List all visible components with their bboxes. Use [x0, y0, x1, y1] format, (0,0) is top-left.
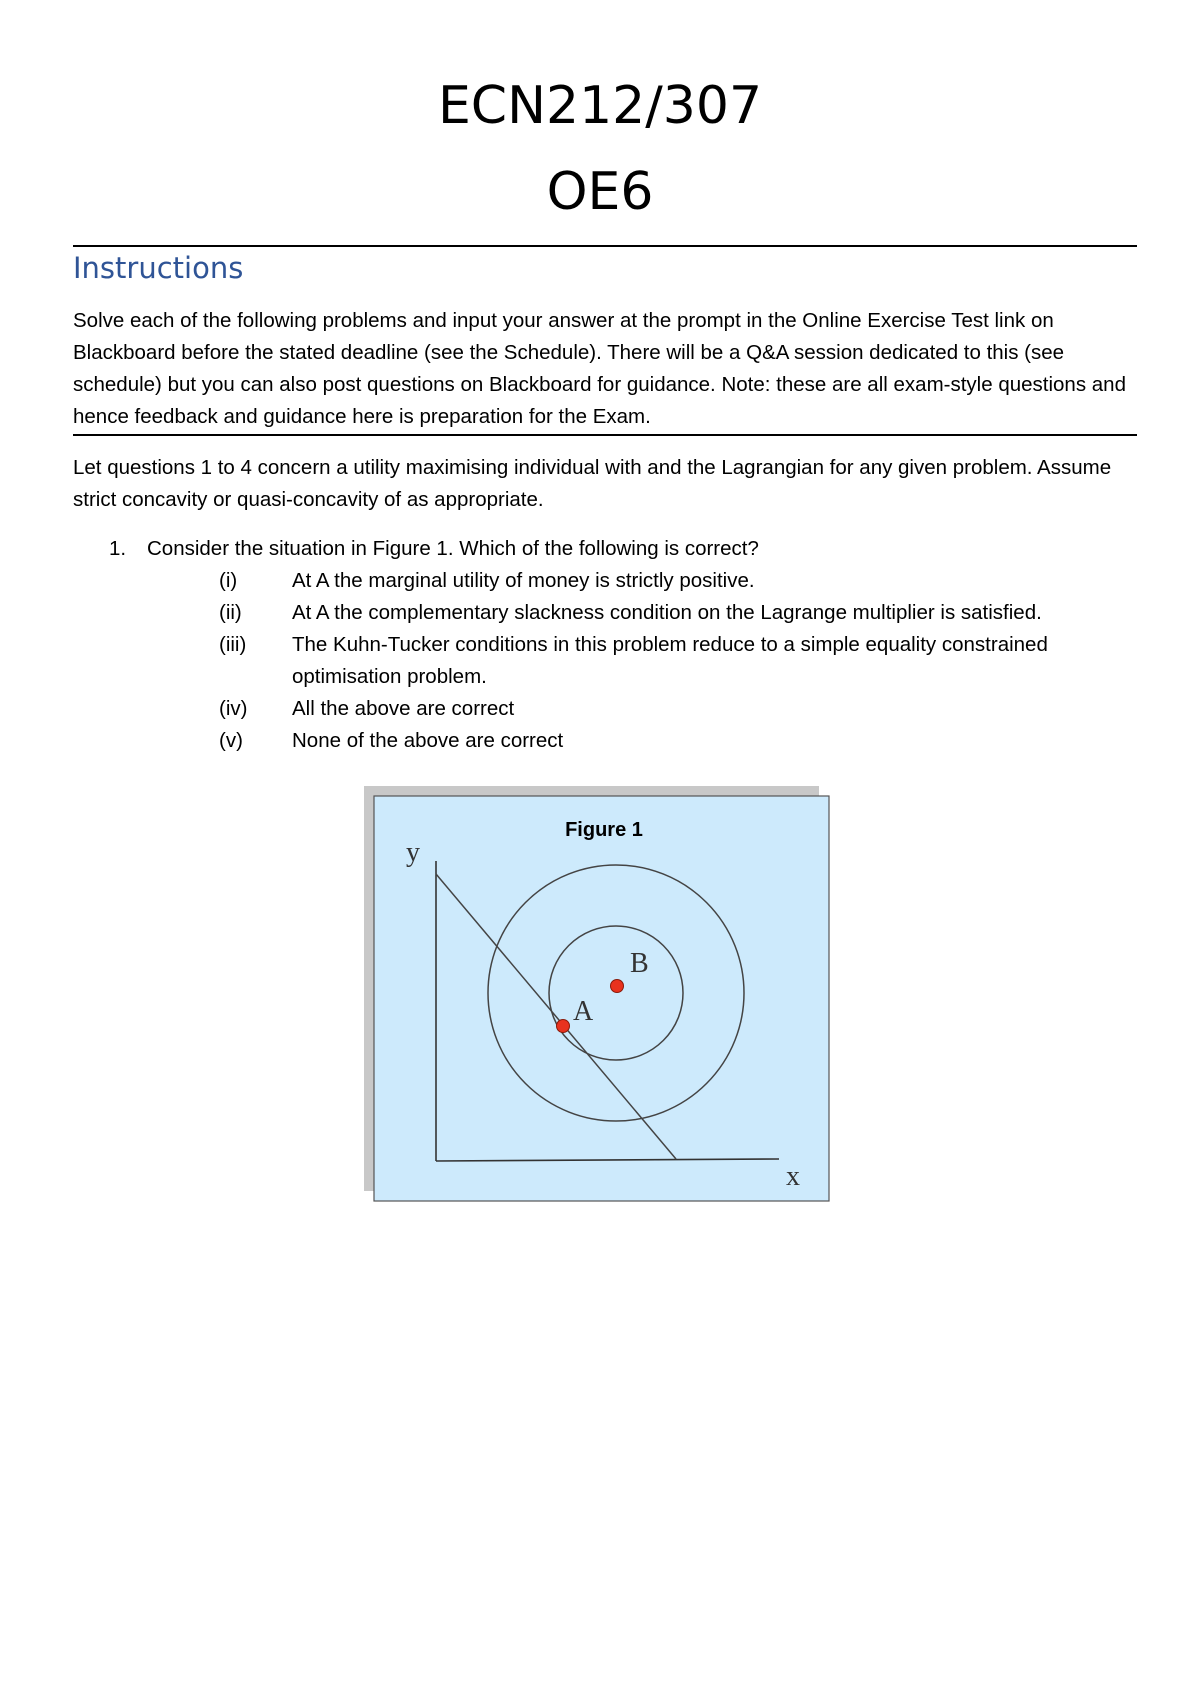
point-b-marker — [611, 980, 624, 993]
divider-top — [73, 245, 1137, 247]
option-text: None of the above are correct — [292, 729, 564, 752]
option-text: At A the marginal utility of money is strictly positive. — [292, 569, 755, 592]
course-code-title: ECN212/307 — [437, 76, 763, 136]
question-number: 1. — [109, 537, 127, 560]
figure-1 — [364, 786, 834, 1206]
exercise-title: OE6 — [546, 162, 654, 222]
option-label: (v) — [219, 729, 243, 752]
question-text: Consider the situation in Figure 1. Which of the following is correct? — [147, 537, 759, 560]
point-b-label: B — [630, 948, 649, 979]
preamble-paragraph: Let questions 1 to 4 concern a utility maximising individual with and the Lagrangian for any given problem. Assume strict concavity or quasi-concavity of as appropriate. — [73, 456, 1112, 511]
option-label: (ii) — [219, 601, 242, 624]
y-axis-label: y — [406, 837, 420, 868]
option-label: (iii) — [219, 633, 247, 656]
option-text: At A the complementary slackness condition on the Lagrange multiplier is satisfied. — [292, 601, 1042, 624]
instructions-heading: Instructions — [73, 251, 244, 285]
divider-bottom — [73, 434, 1137, 436]
instructions-paragraph: Solve each of the following problems and input your answer at the prompt in the Online Exercise Test link on Blackboard before the stated deadline (see the Schedule). There will be a Q&A session dedicated to this (see schedule) but you can also post questions on Blackboard for guidance. Note: these are all exam-style questions and hence feedback and guidance here is preparation for the Exam. — [73, 309, 1126, 428]
x-axis-label: x — [786, 1161, 800, 1192]
option-text: The Kuhn-Tucker conditions in this problem reduce to a simple equality constrained optimisation problem. — [292, 633, 1048, 688]
point-a-marker — [557, 1020, 570, 1033]
option-text: All the above are correct — [292, 697, 515, 720]
option-label: (iv) — [219, 697, 248, 720]
option-label: (i) — [219, 569, 238, 592]
figure-title: Figure 1 — [565, 819, 643, 841]
point-a-label: A — [573, 996, 594, 1027]
figure-background — [374, 796, 829, 1201]
